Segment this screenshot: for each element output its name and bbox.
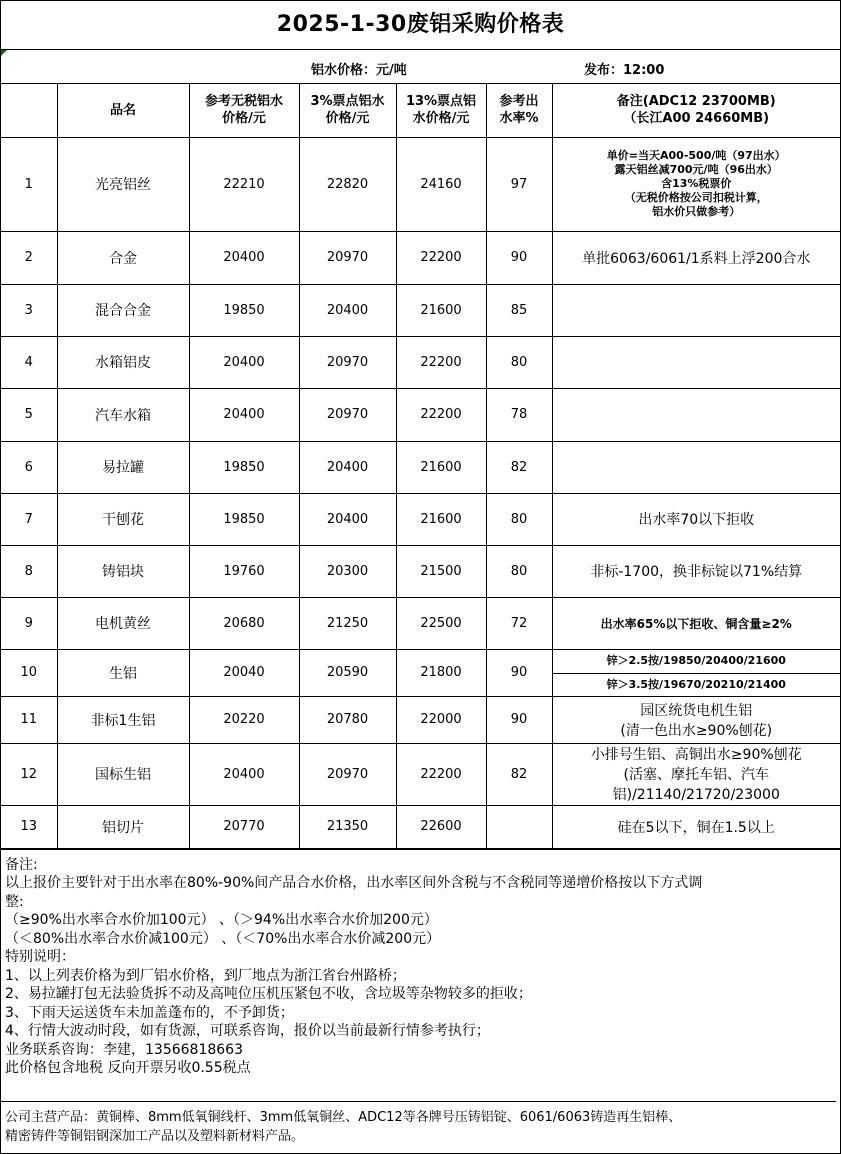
row-note bbox=[552, 441, 840, 493]
header-line: 3%票点铝水 bbox=[310, 94, 385, 110]
page-title: 2025-1-30废铝采购价格表 bbox=[1, 1, 840, 50]
price-3-percent: 22820 bbox=[299, 137, 396, 231]
product-name: 汽车水箱 bbox=[57, 388, 189, 441]
company-text-line: 精密铸件等铜铝钢深加工产品以及塑料新材料产品。 bbox=[5, 1129, 305, 1144]
row-note bbox=[552, 545, 840, 597]
note-line: （无税价格按公司扣税计算， bbox=[624, 191, 768, 204]
price-13-percent: 21600 bbox=[396, 284, 486, 336]
yield-rate: 80 bbox=[486, 336, 552, 388]
price-3-percent: 20590 bbox=[299, 649, 396, 696]
row-number: 13 bbox=[1, 805, 57, 848]
col-price-13-header bbox=[396, 84, 486, 137]
yield-rate: 82 bbox=[486, 441, 552, 493]
note-line: 硅在5以下，铜在1.5以上 bbox=[617, 819, 775, 836]
col-yield-header bbox=[486, 84, 552, 137]
price-3-percent: 20970 bbox=[299, 743, 396, 805]
note-text-line: （＜80%出水率合水价减100元） 、（＜70%出水率合水价减200元） bbox=[5, 930, 441, 947]
price-13-percent: 22200 bbox=[396, 743, 486, 805]
unit-label: 铝水价格：元/吨 bbox=[311, 63, 407, 78]
note-line: 单批6063/6061/1系料上浮200合水 bbox=[582, 250, 811, 267]
product-name: 干刨花 bbox=[57, 493, 189, 545]
product-name: 非标1生铝 bbox=[57, 696, 189, 743]
price-no-tax: 22210 bbox=[189, 137, 299, 231]
yield-rate: 78 bbox=[486, 388, 552, 441]
product-name: 混合合金 bbox=[57, 284, 189, 336]
row-note bbox=[552, 743, 840, 805]
header-line: 参考出 bbox=[499, 94, 539, 110]
table-row bbox=[1, 137, 840, 231]
price-3-percent: 20970 bbox=[299, 336, 396, 388]
row-number: 12 bbox=[1, 743, 57, 805]
row-note bbox=[552, 231, 840, 284]
note-text-line: 备注: bbox=[5, 856, 38, 873]
price-13-percent: 21600 bbox=[396, 441, 486, 493]
product-name: 国标生铝 bbox=[57, 743, 189, 805]
note-line: 铝水价只做参考） bbox=[652, 205, 741, 218]
yield-rate bbox=[486, 805, 552, 848]
price-no-tax: 19850 bbox=[189, 441, 299, 493]
table-row bbox=[1, 649, 840, 673]
price-13-percent: 21800 bbox=[396, 649, 486, 696]
row-note bbox=[552, 336, 840, 388]
yield-rate: 90 bbox=[486, 231, 552, 284]
yield-rate: 90 bbox=[486, 696, 552, 743]
table-row bbox=[1, 545, 840, 597]
col-no-header bbox=[1, 84, 57, 137]
row-number: 5 bbox=[1, 388, 57, 441]
price-3-percent: 20970 bbox=[299, 388, 396, 441]
table-row bbox=[1, 805, 840, 848]
yield-rate: 82 bbox=[486, 743, 552, 805]
note-text-line: 2、易拉罐打包无法验货拆不动及高吨位压机压紧包不收，含垃圾等杂物较多的拒收； bbox=[5, 986, 532, 1002]
price-no-tax: 20400 bbox=[189, 388, 299, 441]
header-line: 备注(ADC12 23700MB) bbox=[616, 94, 776, 110]
note-text-line: 特别说明： bbox=[5, 949, 75, 965]
price-13-percent: 22000 bbox=[396, 696, 486, 743]
col-price-no-tax-header bbox=[189, 84, 299, 137]
table-row bbox=[1, 597, 840, 649]
note-line: 非标-1700，换非标锭以71%结算 bbox=[590, 564, 803, 580]
price-13-percent: 21600 bbox=[396, 493, 486, 545]
price-13-percent: 22200 bbox=[396, 388, 486, 441]
price-no-tax: 20770 bbox=[189, 805, 299, 848]
note-line: 露天铝丝减700元/吨（96出水） bbox=[614, 163, 778, 176]
note-line: (清一色出水≥90%刨花) bbox=[620, 722, 773, 739]
header-line: 价格/元 bbox=[222, 111, 266, 127]
price-13-percent: 24160 bbox=[396, 137, 486, 231]
col-note-header bbox=[552, 84, 840, 137]
yield-rate: 97 bbox=[486, 137, 552, 231]
header-line: （长江A00 24660MB) bbox=[623, 111, 770, 127]
note-line: 园区统货电机生铝 bbox=[640, 702, 753, 719]
price-table bbox=[1, 84, 840, 849]
price-no-tax: 20220 bbox=[189, 696, 299, 743]
row-number: 4 bbox=[1, 336, 57, 388]
price-no-tax: 20400 bbox=[189, 231, 299, 284]
note-text-line: 1、以上列表价格为到厂铝水价格，到厂地点为浙江省台州路桥； bbox=[5, 967, 406, 984]
product-name: 水箱铝皮 bbox=[57, 336, 189, 388]
table-row bbox=[1, 388, 840, 441]
table-row bbox=[1, 336, 840, 388]
row-number: 11 bbox=[1, 696, 57, 743]
note-text-line: 4、行情大波动时段，如有货源，可联系咨询，报价以当前最新行情参考执行； bbox=[5, 1023, 490, 1039]
row-number: 7 bbox=[1, 493, 57, 545]
table-header bbox=[1, 84, 840, 137]
publish-time: 发布：12:00 bbox=[584, 63, 665, 78]
col-name-header: 品名 bbox=[57, 84, 189, 137]
product-name: 光亮铝丝 bbox=[57, 137, 189, 231]
price-13-percent: 22600 bbox=[396, 805, 486, 848]
row-number: 2 bbox=[1, 231, 57, 284]
yield-rate: 80 bbox=[486, 493, 552, 545]
subheader bbox=[1, 50, 840, 84]
table-row bbox=[1, 696, 840, 743]
row-note bbox=[552, 284, 840, 336]
header-line: 水率% bbox=[499, 111, 539, 127]
price-3-percent: 20400 bbox=[299, 284, 396, 336]
row-note bbox=[552, 696, 840, 743]
yield-rate: 80 bbox=[486, 545, 552, 597]
note-text-line: 此价格包含地税 反向开票另收0.55税点 bbox=[5, 1060, 251, 1076]
header-line: 13%票点铝 bbox=[405, 94, 477, 110]
price-13-percent: 22500 bbox=[396, 597, 486, 649]
yield-rate: 85 bbox=[486, 284, 552, 336]
row-note bbox=[552, 137, 840, 231]
note-line: 出水率65%以下拒收、铜含量≥2% bbox=[600, 616, 792, 631]
row-note bbox=[552, 493, 840, 545]
table-row bbox=[1, 441, 840, 493]
product-name: 电机黄丝 bbox=[57, 597, 189, 649]
note-line: 出水率70以下拒收 bbox=[638, 512, 755, 528]
col-price-3-header bbox=[299, 84, 396, 137]
price-3-percent: 21250 bbox=[299, 597, 396, 649]
row-note: 锌＞2.5按/19850/20400/21600 bbox=[552, 649, 840, 673]
row-number: 10 bbox=[1, 649, 57, 696]
note-text-line: 以上报价主要针对于出水率在80%-90%间产品合水价格，出水率区间外含税与不含税同等递增价格按以下方式调 bbox=[5, 875, 703, 891]
price-3-percent: 20970 bbox=[299, 231, 396, 284]
price-no-tax: 19850 bbox=[189, 284, 299, 336]
company-products bbox=[1, 1101, 836, 1153]
note-text-line: 3、下雨天运送货车未加盖蓬布的，不予卸货； bbox=[5, 1004, 294, 1021]
row-note: 锌＞3.5按/19670/20210/21400 bbox=[552, 673, 840, 696]
row-number: 9 bbox=[1, 597, 57, 649]
price-3-percent: 20780 bbox=[299, 696, 396, 743]
table-row bbox=[1, 231, 840, 284]
table-row bbox=[1, 493, 840, 545]
note-text-line: （≥90%出水率合水价加100元） 、（＞94%出水率合水价加200元） bbox=[5, 912, 438, 928]
price-no-tax: 19760 bbox=[189, 545, 299, 597]
price-13-percent: 21500 bbox=[396, 545, 486, 597]
header-line: 参考无税铝水 bbox=[204, 94, 283, 110]
price-3-percent: 20400 bbox=[299, 441, 396, 493]
header-line: 水价格/元 bbox=[412, 111, 470, 127]
row-number: 6 bbox=[1, 441, 57, 493]
price-no-tax: 20680 bbox=[189, 597, 299, 649]
product-name: 铝切片 bbox=[57, 805, 189, 848]
yield-rate: 90 bbox=[486, 649, 552, 696]
row-number: 3 bbox=[1, 284, 57, 336]
note-line: (活塞、摩托车铝、汽车 bbox=[623, 767, 769, 783]
note-line: 小排号生铝、高铜出水≥90%刨花 bbox=[590, 747, 802, 763]
table-row bbox=[1, 743, 840, 805]
yield-rate: 72 bbox=[486, 597, 552, 649]
note-line: 单价=当天A00-500/吨（97出水） bbox=[606, 149, 786, 162]
note-text-line: 业务联系咨询：李建，13566818663 bbox=[5, 1041, 243, 1058]
price-13-percent: 22200 bbox=[396, 231, 486, 284]
product-name: 易拉罐 bbox=[57, 441, 189, 493]
price-no-tax: 20040 bbox=[189, 649, 299, 696]
price-no-tax: 20400 bbox=[189, 336, 299, 388]
price-no-tax: 19850 bbox=[189, 493, 299, 545]
product-name: 生铝 bbox=[57, 649, 189, 696]
row-note bbox=[552, 597, 840, 649]
header-line: 价格/元 bbox=[325, 111, 370, 127]
note-line: 铝)/21140/21720/23000 bbox=[612, 787, 780, 803]
price-3-percent: 20300 bbox=[299, 545, 396, 597]
row-note bbox=[552, 805, 840, 848]
price-3-percent: 20400 bbox=[299, 493, 396, 545]
price-3-percent: 21350 bbox=[299, 805, 396, 848]
table-row bbox=[1, 284, 840, 336]
row-note bbox=[552, 388, 840, 441]
notes-section bbox=[1, 849, 840, 1076]
price-no-tax: 20400 bbox=[189, 743, 299, 805]
note-line: 含13%税票价 bbox=[661, 177, 732, 190]
product-name: 合金 bbox=[57, 231, 189, 284]
note-text-line: 整: bbox=[5, 893, 24, 910]
row-number: 1 bbox=[1, 137, 57, 231]
cell-corner-marker-icon bbox=[1, 50, 7, 56]
company-text-line: 公司主营产品：黄铜棒、8mm低氧铜线杆、3mm低氧铜丝、ADC12等各牌号压铸铝锭、6061/6063铸造再生铝棒、 bbox=[5, 1110, 682, 1125]
price-13-percent: 22200 bbox=[396, 336, 486, 388]
row-number: 8 bbox=[1, 545, 57, 597]
product-name: 铸铝块 bbox=[57, 545, 189, 597]
